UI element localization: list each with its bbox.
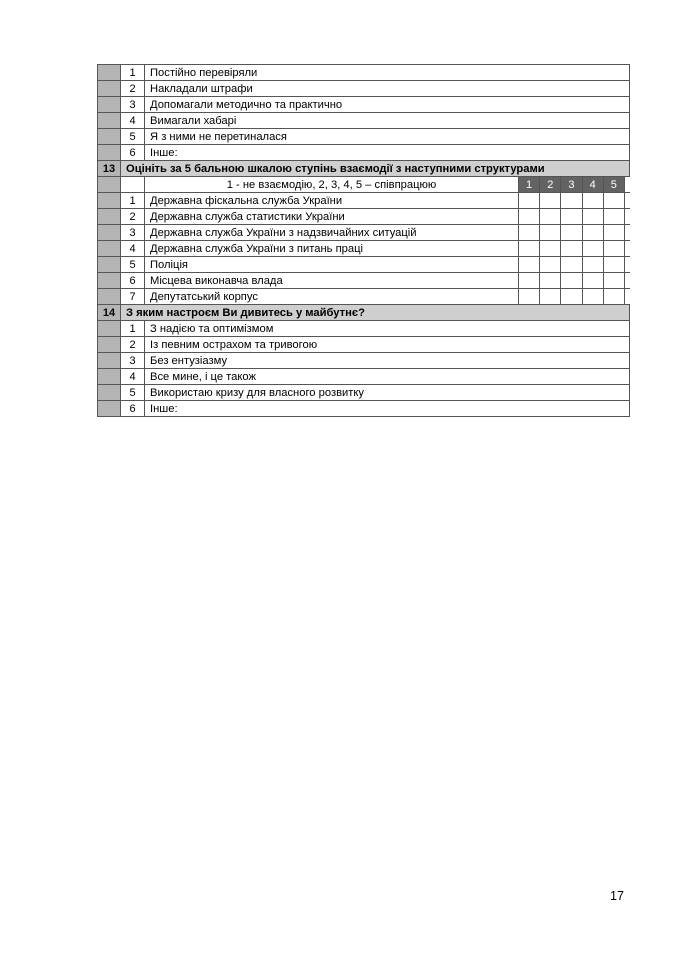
empty-index-cell bbox=[121, 177, 145, 192]
rating-row bbox=[97, 225, 630, 241]
question-number-cell bbox=[97, 321, 121, 336]
rating-cell-4[interactable] bbox=[583, 193, 604, 208]
rating-cell-5[interactable] bbox=[604, 193, 625, 208]
option-row[interactable] bbox=[97, 321, 630, 337]
question-number-cell bbox=[97, 177, 121, 192]
item-number: 3 bbox=[121, 225, 145, 240]
option-row[interactable] bbox=[97, 353, 630, 369]
scale-header-2: 2 bbox=[540, 177, 561, 192]
option-number: 4 bbox=[121, 369, 145, 384]
rating-row bbox=[97, 193, 630, 209]
question-number-cell bbox=[97, 241, 121, 256]
rating-cell-2[interactable] bbox=[540, 193, 561, 208]
question-row bbox=[97, 161, 630, 177]
question-number-cell bbox=[97, 145, 121, 160]
question-number-cell bbox=[97, 273, 121, 288]
question-number-cell bbox=[97, 257, 121, 272]
option-text: Інше: bbox=[145, 401, 630, 416]
rating-cell-3[interactable] bbox=[561, 193, 582, 208]
rating-row bbox=[97, 273, 630, 289]
option-text: Постійно перевіряли bbox=[145, 65, 630, 80]
option-number: 1 bbox=[121, 321, 145, 336]
item-text: Державна служба статистики України bbox=[145, 209, 519, 224]
rating-cell-2[interactable] bbox=[540, 209, 561, 224]
scale-header-5: 5 bbox=[604, 177, 625, 192]
item-text: Поліція bbox=[145, 257, 519, 272]
option-text: Інше: bbox=[145, 145, 630, 160]
question-number-cell bbox=[97, 193, 121, 208]
rating-cell-2[interactable] bbox=[540, 273, 561, 288]
rating-cell-5[interactable] bbox=[604, 273, 625, 288]
item-text: Депутатський корпус bbox=[145, 289, 519, 304]
option-row[interactable] bbox=[97, 369, 630, 385]
rating-cell-5[interactable] bbox=[604, 225, 625, 240]
item-number: 5 bbox=[121, 257, 145, 272]
rating-cell-5[interactable] bbox=[604, 289, 625, 304]
rating-cell-4[interactable] bbox=[583, 273, 604, 288]
item-number: 6 bbox=[121, 273, 145, 288]
option-row[interactable] bbox=[97, 337, 630, 353]
rating-cell-4[interactable] bbox=[583, 289, 604, 304]
scale-header-4: 4 bbox=[583, 177, 604, 192]
question-number-cell bbox=[97, 289, 121, 304]
rating-cell-1[interactable] bbox=[519, 225, 540, 240]
rating-cell-4[interactable] bbox=[583, 225, 604, 240]
rating-cell-2[interactable] bbox=[540, 225, 561, 240]
option-row[interactable] bbox=[97, 81, 630, 97]
rating-cell-5[interactable] bbox=[604, 241, 625, 256]
question-number-cell bbox=[97, 81, 121, 96]
survey-table bbox=[97, 64, 630, 417]
rating-cell-4[interactable] bbox=[583, 209, 604, 224]
item-number: 7 bbox=[121, 289, 145, 304]
option-row[interactable] bbox=[97, 64, 630, 81]
rating-cell-3[interactable] bbox=[561, 209, 582, 224]
rating-cell-1[interactable] bbox=[519, 257, 540, 272]
option-row[interactable] bbox=[97, 113, 630, 129]
question-number-cell bbox=[97, 209, 121, 224]
item-number: 1 bbox=[121, 193, 145, 208]
option-row[interactable] bbox=[97, 385, 630, 401]
item-text: Державна фіскальна служба України bbox=[145, 193, 519, 208]
rating-cell-1[interactable] bbox=[519, 273, 540, 288]
question-text: Оцініть за 5 бальною шкалою ступінь взаємодії з наступними структурами bbox=[121, 161, 630, 176]
option-number: 5 bbox=[121, 129, 145, 144]
question-number-cell bbox=[97, 337, 121, 352]
scale-description: 1 - не взаємодію, 2, 3, 4, 5 – співпрацюю bbox=[145, 177, 519, 192]
option-text: Без ентузіазму bbox=[145, 353, 630, 368]
rating-cell-1[interactable] bbox=[519, 209, 540, 224]
option-row[interactable] bbox=[97, 145, 630, 161]
question-number-cell bbox=[97, 385, 121, 400]
page-number: 17 bbox=[610, 889, 624, 903]
option-number: 3 bbox=[121, 97, 145, 112]
rating-row bbox=[97, 241, 630, 257]
option-number: 4 bbox=[121, 113, 145, 128]
option-number: 6 bbox=[121, 145, 145, 160]
option-text: Накладали штрафи bbox=[145, 81, 630, 96]
option-text: Із певним острахом та тривогою bbox=[145, 337, 630, 352]
rating-cell-2[interactable] bbox=[540, 241, 561, 256]
rating-cell-1[interactable] bbox=[519, 193, 540, 208]
rating-cell-1[interactable] bbox=[519, 289, 540, 304]
question-number-cell bbox=[97, 65, 121, 80]
item-number: 2 bbox=[121, 209, 145, 224]
rating-cell-3[interactable] bbox=[561, 289, 582, 304]
scale-header-3: 3 bbox=[561, 177, 582, 192]
scale-header-1: 1 bbox=[519, 177, 540, 192]
option-text: Я з ними не перетиналася bbox=[145, 129, 630, 144]
rating-cell-2[interactable] bbox=[540, 257, 561, 272]
rating-row bbox=[97, 209, 630, 225]
question-number-cell bbox=[97, 369, 121, 384]
rating-cell-2[interactable] bbox=[540, 289, 561, 304]
rating-cell-5[interactable] bbox=[604, 209, 625, 224]
question-number-cell bbox=[97, 353, 121, 368]
question-number-cell bbox=[97, 97, 121, 112]
rating-cell-5[interactable] bbox=[604, 257, 625, 272]
option-row[interactable] bbox=[97, 401, 630, 417]
question-number-cell bbox=[97, 225, 121, 240]
option-row[interactable] bbox=[97, 97, 630, 113]
rating-row bbox=[97, 257, 630, 273]
question-row bbox=[97, 305, 630, 321]
item-text: Державна служба України з питань праці bbox=[145, 241, 519, 256]
rating-cell-3[interactable] bbox=[561, 273, 582, 288]
rating-cell-4[interactable] bbox=[583, 241, 604, 256]
question-number-cell bbox=[97, 401, 121, 416]
question-number-cell bbox=[97, 113, 121, 128]
rating-cell-4[interactable] bbox=[583, 257, 604, 272]
option-number: 2 bbox=[121, 81, 145, 96]
question-text: З яким настроєм Ви дивитесь у майбутнє? bbox=[121, 305, 630, 320]
item-number: 4 bbox=[121, 241, 145, 256]
option-number: 5 bbox=[121, 385, 145, 400]
scale-header-row bbox=[97, 177, 630, 193]
option-number: 6 bbox=[121, 401, 145, 416]
item-text: Державна служба України з надзвичайних ситуацій bbox=[145, 225, 519, 240]
option-text: З надією та оптимізмом bbox=[145, 321, 630, 336]
question-number-cell bbox=[97, 129, 121, 144]
question-number: 13 bbox=[97, 161, 121, 176]
item-text: Місцева виконавча влада bbox=[145, 273, 519, 288]
rating-cell-3[interactable] bbox=[561, 257, 582, 272]
option-text: Використаю кризу для власного розвитку bbox=[145, 385, 630, 400]
option-text: Вимагали хабарі bbox=[145, 113, 630, 128]
question-number: 14 bbox=[97, 305, 121, 320]
option-row[interactable] bbox=[97, 129, 630, 145]
rating-cell-1[interactable] bbox=[519, 241, 540, 256]
option-number: 1 bbox=[121, 65, 145, 80]
rating-cell-3[interactable] bbox=[561, 225, 582, 240]
option-number: 2 bbox=[121, 337, 145, 352]
option-text: Все мине, і це також bbox=[145, 369, 630, 384]
rating-row bbox=[97, 289, 630, 305]
rating-cell-3[interactable] bbox=[561, 241, 582, 256]
option-text: Допомагали методично та практично bbox=[145, 97, 630, 112]
option-number: 3 bbox=[121, 353, 145, 368]
